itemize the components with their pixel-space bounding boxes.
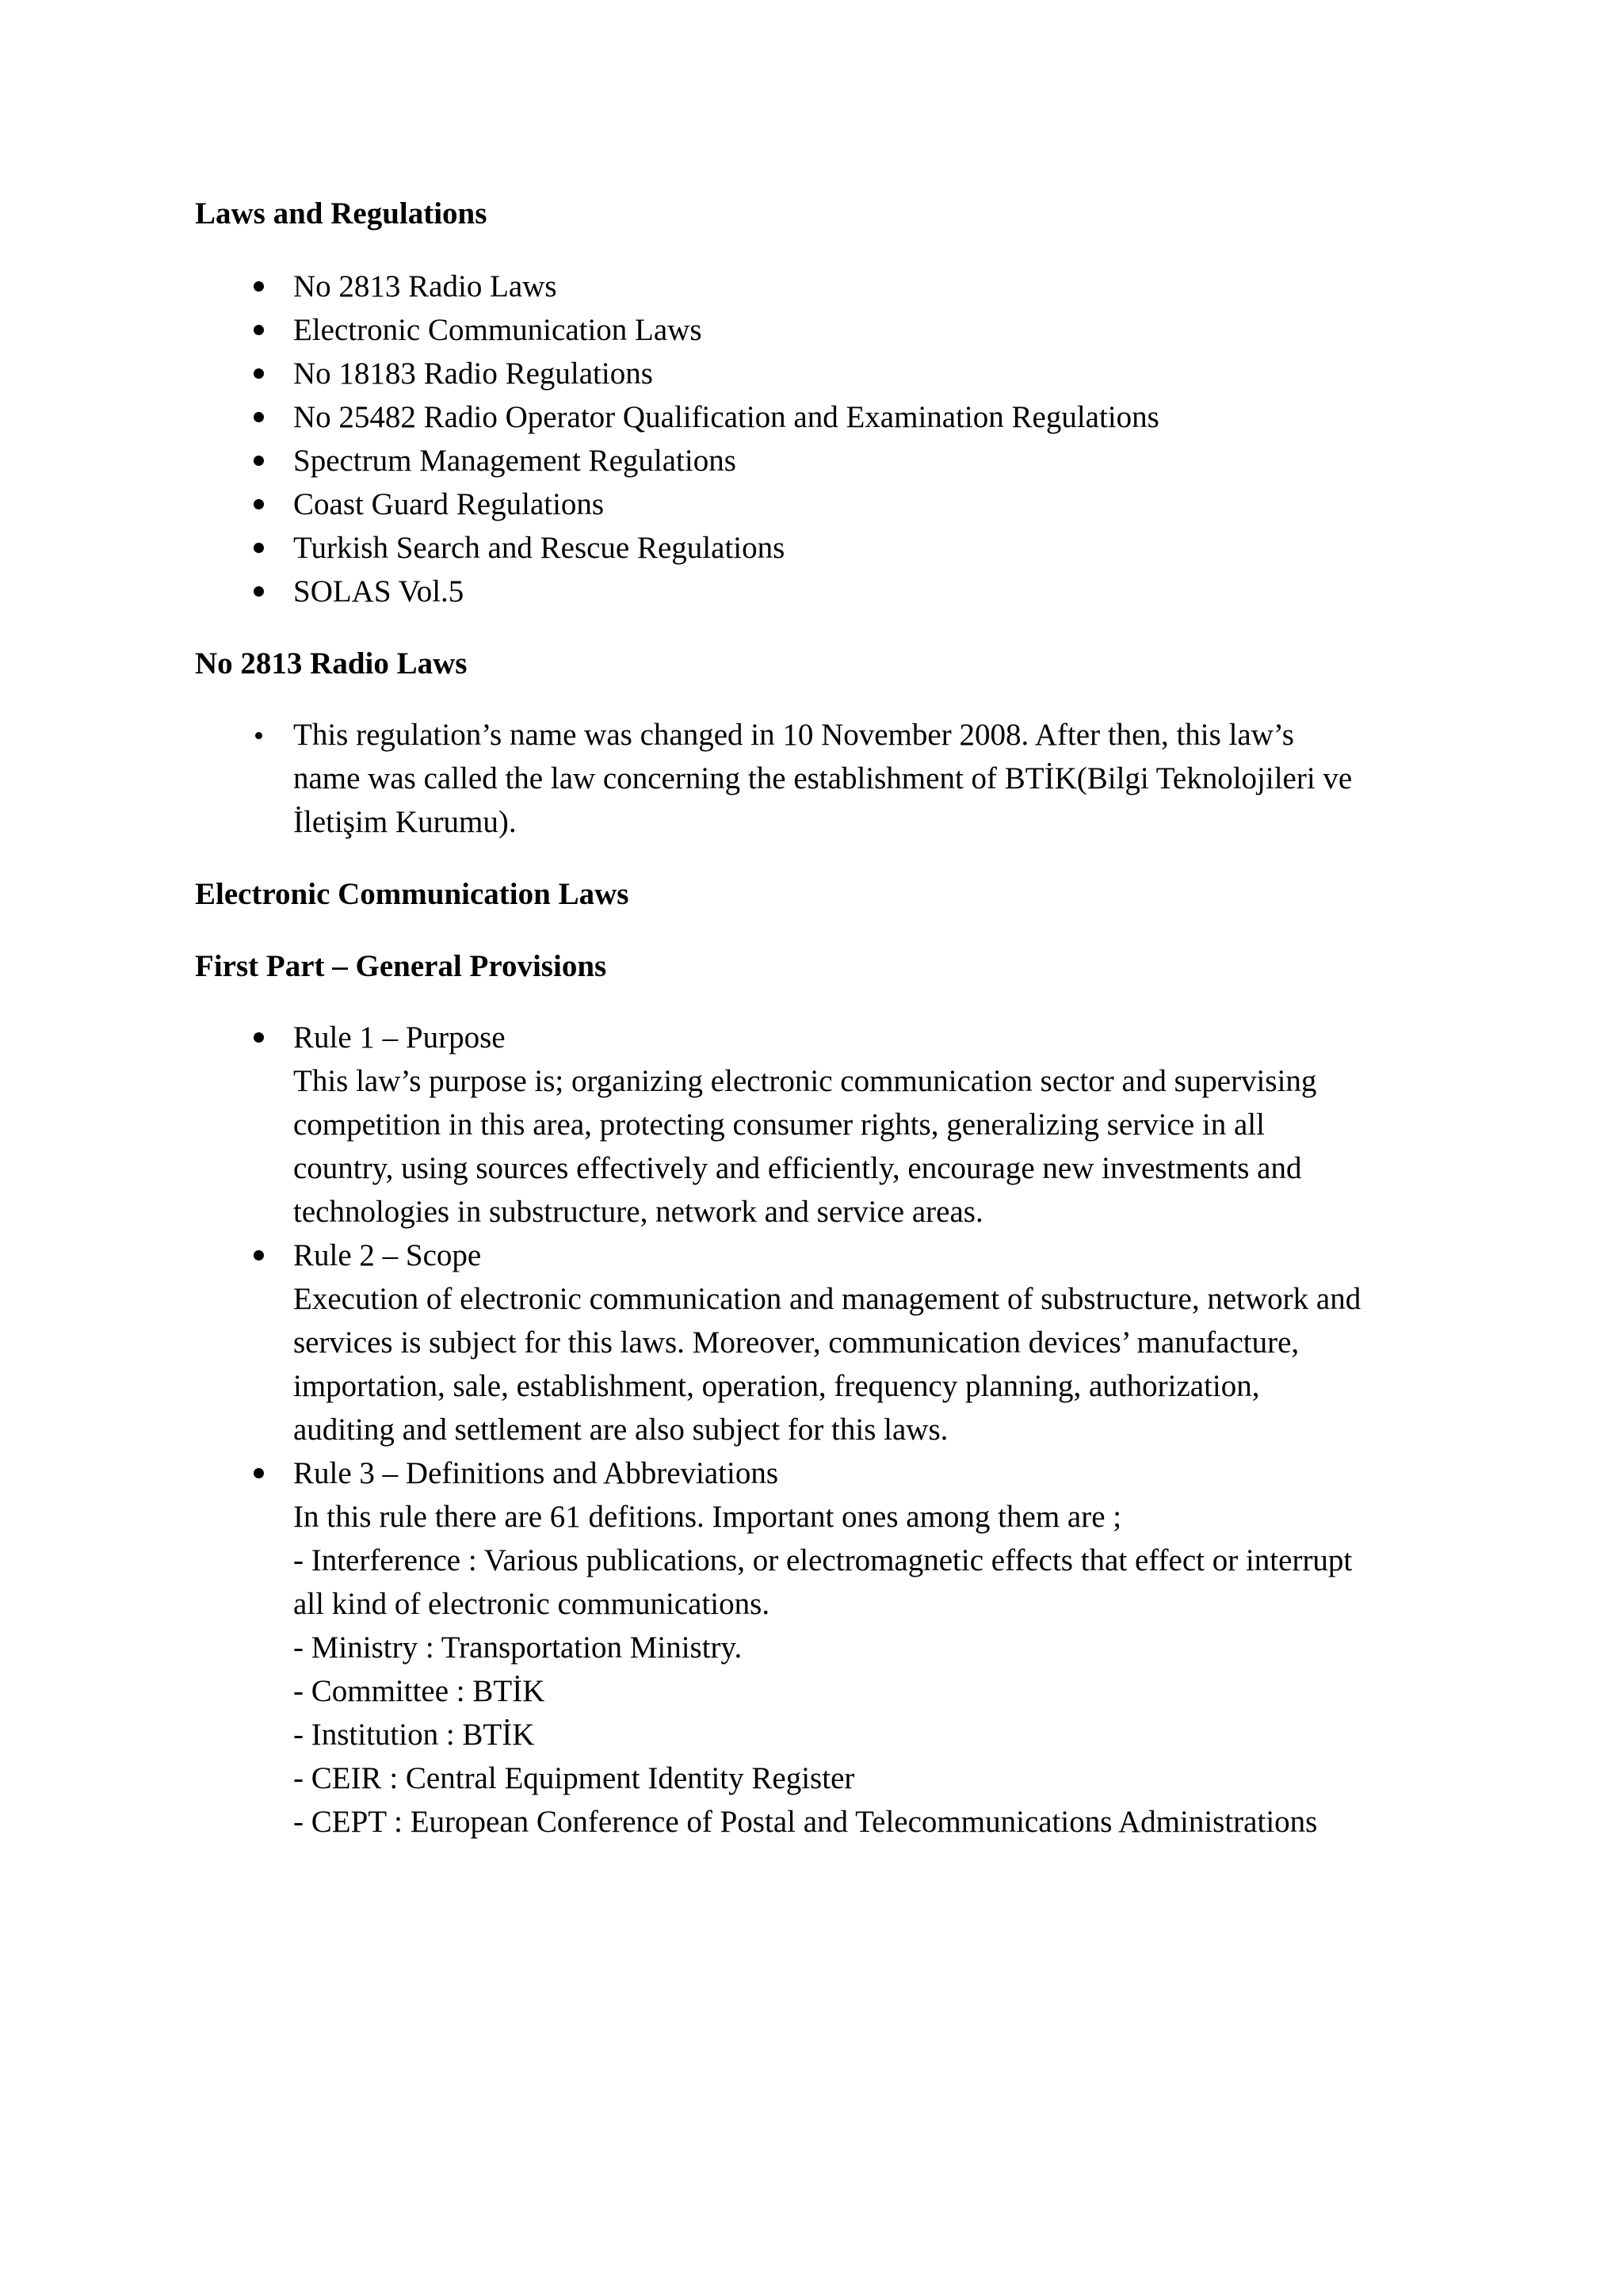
list-item: Spectrum Management Regulations — [293, 444, 736, 478]
list-item: No 18183 Radio Regulations — [293, 357, 653, 391]
laws-list — [195, 265, 1447, 613]
rule-item: Rule 3 – Definitions and Abbreviations In this rule there are 61 defitions. Important ones among them are ; - Interference : Various publications, or electromagnetic effects that effect or interrupt all kind of electronic communications. - Ministry : Transportation Ministry. - Committee : BTİK - Institution : BTİK - CEIR : Central Equipment Identity Register - CEPT : European Conference of Postal and Telecommunications Administrations — [195, 1451, 1447, 1844]
list-item: No 2813 Radio Laws — [293, 269, 557, 303]
list-item: Coast Guard Regulations — [293, 487, 605, 521]
rule-title: Rule 3 – Definitions and Abbreviations — [293, 1456, 779, 1490]
list-item: This regulation’s name was changed in 10 November 2008. After then, this law’s name was called the law concerning the establishment of BTİK(Bilgi Teknolojileri ve İletişim Kurumu). — [293, 718, 1353, 839]
rule-item: Rule 1 – Purpose This law’s purpose is; organizing electronic communication sector and supervising competition in this area, protecting consumer rights, generalizing service in all country, using sources effectively and efficiently, encourage new investments and technologies in substructure, network and service areas. — [195, 1016, 1447, 1234]
electronic-communication-laws-heading: Electronic Communication Laws — [195, 877, 629, 911]
rule-title: Rule 2 – Scope — [293, 1238, 482, 1272]
radio-laws-heading: No 2813 Radio Laws — [195, 646, 468, 681]
rule-item: Rule 2 – Scope Execution of electronic communication and management of substructure, network and services is subject for this laws. Moreover, communication devices’ manufacture, importation, sale, establishment, operation, frequency planning, authorization, auditing and settlement are also subject for this laws. — [195, 1234, 1447, 1451]
laws-and-regulations-heading: Laws and Regulations — [195, 196, 487, 231]
document-page — [195, 192, 1447, 1844]
list-item: Electronic Communication Laws — [293, 313, 702, 347]
rule-title: Rule 1 – Purpose — [293, 1020, 506, 1055]
rules-list — [195, 1016, 1447, 1844]
list-item: Turkish Search and Rescue Regulations — [293, 531, 785, 565]
radio-laws-list — [195, 713, 1447, 844]
list-item: SOLAS Vol.5 — [293, 574, 464, 608]
first-part-heading: First Part – General Provisions — [195, 949, 607, 983]
list-item: No 25482 Radio Operator Qualification and Examination Regulations — [293, 400, 1159, 434]
